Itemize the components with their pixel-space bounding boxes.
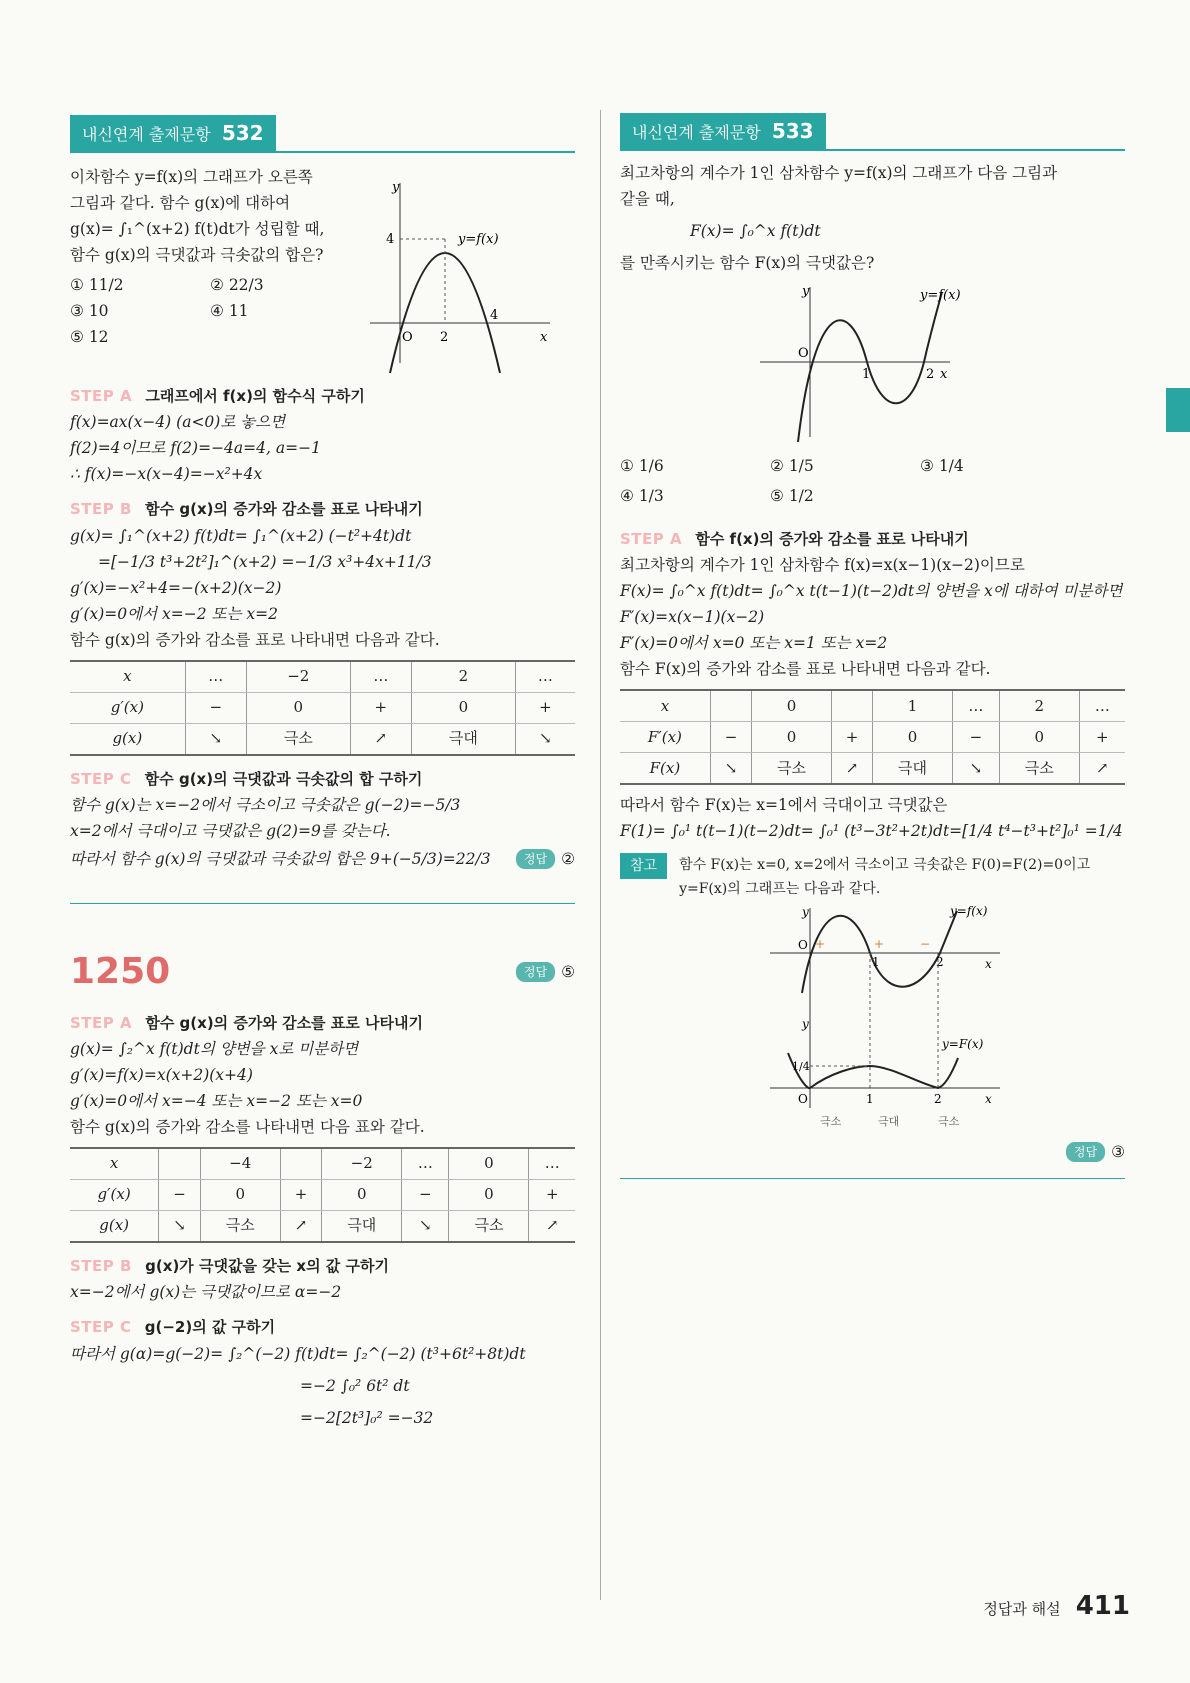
answer-badge: 정답 [516, 962, 555, 983]
table-cell: 0 [873, 722, 953, 753]
table-cell: ↘ [402, 1211, 449, 1243]
table-cell: g′(x) [70, 692, 185, 723]
table-cell: 0 [449, 1148, 529, 1180]
table-cell: g′(x) [70, 1180, 159, 1211]
solution-line: g′(x)=0에서 x=−4 또는 x=−2 또는 x=0 [70, 1092, 363, 1110]
annotation-label: 극소 [938, 1114, 960, 1128]
step-a-533 [620, 528, 1125, 551]
page-number: 411 [1075, 1591, 1130, 1621]
table-cell: 극소 [200, 1211, 280, 1243]
table-row [70, 1180, 575, 1211]
curve-label: y=f(x) [950, 903, 988, 918]
tick-label: 4 [386, 232, 395, 247]
curve-label: y=f(x) [920, 288, 961, 304]
table-cell: ↗ [529, 1211, 575, 1243]
header-label: 내신연계 출제문항 [82, 125, 211, 144]
step-b-1250 [70, 1255, 575, 1278]
answer-533 [620, 1140, 1125, 1164]
solution-line: x=2에서 극대이고 극댓값은 g(2)=9를 갖는다. [70, 821, 391, 840]
origin-label: O [798, 1091, 808, 1106]
tick-label: 1 [862, 367, 871, 383]
note-line: y=F(x)의 그래프는 다음과 같다. [679, 881, 881, 898]
table-cell: ↗ [1079, 753, 1125, 785]
table-cell: 0 [752, 690, 832, 722]
table-cell: + [831, 722, 872, 753]
variation-table-532 [70, 660, 575, 756]
column-divider [600, 110, 601, 1600]
answer-value: ③ [1111, 1142, 1125, 1161]
table-cell: 0 [999, 722, 1079, 753]
question-line: 이차함수 y=f(x)의 그래프가 오른쪽 [70, 168, 313, 186]
table-cell: x [70, 1148, 159, 1180]
solution-line: g(x)= ∫₂^x f(t)dt의 양변을 x로 미분하면 [70, 1039, 359, 1058]
note-533 [620, 853, 1125, 902]
x-label: x [985, 1091, 992, 1106]
question-line: 그림과 같다. 함수 g(x)에 대하여 [70, 194, 291, 213]
note-line: 함수 F(x)는 x=0, x=2에서 극소이고 극솟값은 F(0)=F(2)=0이고 [679, 857, 1091, 874]
table-cell: + [1079, 722, 1125, 753]
answer-value: ⑤ [561, 962, 575, 981]
table-cell: 0 [246, 692, 350, 723]
right-column [620, 113, 1125, 1179]
choice[interactable]: ④ 1/3 [620, 487, 664, 506]
y-label: y [392, 180, 400, 195]
step-a-532 [70, 385, 575, 408]
y-label: y [802, 284, 810, 300]
tick-label: 2 [934, 1091, 942, 1106]
sign-label: − [920, 936, 931, 951]
table-cell: 0 [200, 1180, 280, 1211]
problem-532-body [70, 163, 575, 373]
table-cell: − [402, 1180, 449, 1211]
table-cell: … [185, 661, 246, 693]
y-label: y [802, 1016, 809, 1031]
table-cell: 극소 [752, 753, 832, 785]
choice[interactable]: ① 11/2 [70, 276, 124, 295]
question-line: g(x)= ∫₁^(x+2) f(t)dt가 성립할 때, [70, 220, 325, 239]
cubic-curve [802, 911, 957, 993]
choice[interactable]: ② 22/3 [210, 276, 264, 295]
note-tag: 참고 [620, 853, 667, 879]
step-a-1250 [70, 1012, 575, 1035]
problem-number: 1250 [70, 950, 171, 992]
table-cell: + [515, 692, 575, 723]
tick-label: 1/4 [792, 1059, 810, 1073]
solution-line: f(x)=ax(x−4) (a<0)로 놓으면 [70, 413, 286, 432]
question-line: 최고차항의 계수가 1인 삼차함수 y=f(x)의 그래프가 다음 그림과 [620, 164, 1058, 182]
solution-line: F′(x)=x(x−1)(x−2) [620, 608, 765, 627]
solution-line: F(x)= ∫₀^x f(t)dt= ∫₀^x t(t−1)(t−2)dt의 양변을 x에 대하여 미분하면 [620, 582, 1123, 601]
table-cell: + [350, 692, 411, 723]
question-line: F(x)= ∫₀^x f(t)dt [690, 222, 821, 241]
x-label: x [940, 367, 948, 383]
step-tag: STEP B [70, 500, 132, 519]
step-tag: STEP C [70, 769, 132, 788]
side-tab-marker [1166, 388, 1190, 432]
choice[interactable]: ① 1/6 [620, 457, 664, 476]
choices [70, 273, 360, 349]
table-cell: 0 [322, 1180, 402, 1211]
sign-label: + [874, 936, 885, 951]
sign-label: + [815, 936, 826, 951]
graph-533-note [620, 903, 1125, 1133]
integral-curve [788, 1053, 958, 1088]
tick-label: 2 [936, 954, 944, 969]
table-cell: 극소 [449, 1211, 529, 1243]
step-tag: STEP A [70, 1013, 133, 1032]
problem-number: 533 [771, 119, 814, 143]
solution-line: g′(x)=f(x)=x(x+2)(x+4) [70, 1065, 253, 1084]
answer-badge: 정답 [1066, 1142, 1105, 1163]
table-cell: + [280, 1180, 321, 1211]
table-cell: ↘ [952, 753, 999, 785]
tick-label: 2 [440, 330, 449, 345]
answer-value: ② [561, 849, 575, 868]
table-row [620, 690, 1125, 722]
table-cell: − [710, 722, 751, 753]
solution-line: 최고차항의 계수가 1인 삼차함수 f(x)=x(x−1)(x−2)이므로 [620, 556, 1025, 575]
left-column [70, 115, 575, 1432]
step-c-1250 [70, 1316, 575, 1339]
problem-532-question [70, 163, 360, 373]
section-separator [620, 1178, 1125, 1179]
problem-532-header [70, 115, 575, 153]
answer-badge: 정답 [516, 849, 555, 870]
question-line: 같을 때, [620, 190, 675, 209]
table-cell: 1 [873, 690, 953, 722]
step-title: g(−2)의 값 구하기 [144, 1318, 276, 1337]
curve-label: y=F(x) [942, 1036, 984, 1051]
table-cell: F(x) [620, 753, 710, 785]
step-title: g(x)가 극댓값을 갖는 x의 값 구하기 [145, 1257, 389, 1276]
solution-line: 따라서 함수 F(x)는 x=1에서 극대이고 극댓값은 [620, 796, 948, 815]
choice[interactable]: ⑤ 12 [70, 328, 109, 347]
header-label: 내신연계 출제문항 [632, 123, 761, 142]
tick-label: 2 [926, 367, 935, 383]
choices-533 [620, 454, 1125, 508]
solution-line: 함수 g(x)의 증가와 감소를 나타내면 다음 표와 같다. [70, 1118, 425, 1137]
table-cell: … [529, 1148, 575, 1180]
table-cell: − [185, 692, 246, 723]
solution-line: F′(x)=0에서 x=0 또는 x=1 또는 x=2 [620, 634, 888, 653]
table-row [70, 692, 575, 723]
table-row [70, 1148, 575, 1180]
table-cell: F′(x) [620, 722, 710, 753]
table-cell: 2 [999, 690, 1079, 722]
graph-532 [360, 163, 560, 373]
table-cell: −2 [246, 661, 350, 693]
step-title: 함수 g(x)의 증가와 감소를 표로 나타내기 [145, 1013, 423, 1032]
step-tag: STEP A [70, 387, 133, 405]
choice[interactable]: ② 1/5 [770, 457, 814, 476]
table-cell [831, 690, 872, 722]
solution-line: F(1)= ∫₀¹ t(t−1)(t−2)dt= ∫₀¹ (t³−3t²+2t)dt=[1/4 t⁴−t³+t²]₀¹ =1/4 [620, 822, 1123, 841]
table-cell: … [1079, 690, 1125, 722]
table-cell: 극대 [322, 1211, 402, 1243]
curve-label: y=f(x) [458, 232, 499, 247]
table-cell: 극소 [246, 723, 350, 755]
step-tag: STEP A [620, 530, 683, 549]
note-text [679, 853, 1090, 902]
solution-line: =−2 ∫₀² 6t² dt [300, 1376, 410, 1395]
table-cell: ↘ [515, 723, 575, 755]
table-cell: ↘ [185, 723, 246, 755]
problem-number: 532 [221, 121, 264, 145]
problem-533-tag [620, 113, 826, 149]
graph-533 [620, 277, 1125, 447]
solution-line: 함수 g(x)는 x=−2에서 극소이고 극솟값은 g(−2)=−5/3 [70, 795, 461, 814]
table-cell: … [402, 1148, 449, 1180]
origin-label: O [402, 330, 413, 345]
table-cell: x [620, 690, 710, 722]
table-cell: ↘ [159, 1211, 200, 1243]
table-cell: 극대 [411, 723, 515, 755]
solution-line: 함수 F(x)의 증가와 감소를 표로 나타내면 다음과 같다. [620, 660, 991, 679]
solution-line: f(2)=4이므로 f(2)=−4a=4, a=−1 [70, 439, 321, 458]
table-cell: 극대 [873, 753, 953, 785]
table-cell: x [70, 661, 185, 693]
step-title: 함수 g(x)의 증가와 감소를 표로 나타내기 [145, 500, 423, 519]
step-title: 함수 g(x)의 극댓값과 극솟값의 합 구하기 [144, 769, 423, 788]
answer-532 [516, 847, 575, 871]
solution-line: g(x)= ∫₁^(x+2) f(t)dt= ∫₁^(x+2) (−t²+4t)dt [70, 526, 412, 545]
table-cell: ↗ [831, 753, 872, 785]
variation-table-1250 [70, 1147, 575, 1243]
table-cell: + [529, 1180, 575, 1211]
solution-line: ∴ f(x)=−x(x−4)=−x²+4x [70, 465, 263, 484]
answer-533-wrap [1066, 1140, 1125, 1164]
page-footer [983, 1591, 1130, 1621]
choice[interactable]: ⑤ 1/2 [770, 487, 814, 506]
table-cell [280, 1148, 321, 1180]
table-cell: g(x) [70, 723, 185, 755]
table-cell: g(x) [70, 1211, 159, 1243]
table-cell: 0 [449, 1180, 529, 1211]
table-cell: 극소 [999, 753, 1079, 785]
table-cell: ↗ [350, 723, 411, 755]
annotation-label: 극대 [878, 1114, 900, 1128]
step-b-532 [70, 498, 575, 521]
table-cell: − [159, 1180, 200, 1211]
question-line: 를 만족시키는 함수 F(x)의 극댓값은? [620, 254, 875, 273]
choice[interactable]: ③ 10 [70, 302, 109, 321]
table-cell: … [515, 661, 575, 693]
table-cell: … [350, 661, 411, 693]
tick-label: 4 [490, 308, 499, 323]
x-label: x [985, 956, 992, 971]
table-row [70, 1211, 575, 1243]
solution-line: x=−2에서 g(x)는 극댓값이므로 α=−2 [70, 1283, 342, 1302]
problem-1250-header [70, 944, 575, 1000]
table-cell: 0 [411, 692, 515, 723]
table-cell: ↗ [280, 1211, 321, 1243]
table-cell: … [952, 690, 999, 722]
table-row [620, 722, 1125, 753]
solution-line: =−2[2t³]₀² =−32 [300, 1408, 434, 1427]
table-cell: ↘ [710, 753, 751, 785]
choice[interactable]: ③ 1/4 [920, 457, 964, 476]
solution-line: =[−1/3 t³+2t²]₁^(x+2) =−1/3 x³+4x+11/3 [98, 552, 432, 571]
origin-label: O [798, 937, 808, 952]
table-row [620, 753, 1125, 785]
footer-label: 정답과 해설 [983, 1600, 1061, 1618]
variation-table-533 [620, 689, 1125, 785]
solution-line: 따라서 g(α)=g(−2)= ∫₂^(−2) f(t)dt= ∫₂^(−2) (t³+6t²+8t)dt [70, 1344, 526, 1363]
answer-1250 [516, 960, 575, 984]
step-tag: STEP B [70, 1257, 132, 1276]
step-title: 함수 f(x)의 증가와 감소를 표로 나타내기 [695, 530, 969, 549]
answer-row-532 [70, 845, 575, 873]
question-line: 함수 g(x)의 극댓값과 극솟값의 합은? [70, 246, 324, 265]
table-cell [159, 1148, 200, 1180]
table-cell: − [952, 722, 999, 753]
section-separator [70, 903, 575, 904]
table-cell: 0 [752, 722, 832, 753]
step-c-532 [70, 768, 575, 791]
x-label: x [540, 330, 548, 345]
solution-line: 함수 g(x)의 증가와 감소를 표로 나타내면 다음과 같다. [70, 630, 440, 649]
solution-line: 따라서 함수 g(x)의 극댓값과 극솟값의 합은 9+(−5/3)=22/3 [70, 849, 491, 868]
table-cell: 2 [411, 661, 515, 693]
solution-line: g′(x)=0에서 x=−2 또는 x=2 [70, 604, 278, 623]
tick-label: 1 [866, 1091, 874, 1106]
solution-line: g′(x)=−x²+4=−(x+2)(x−2) [70, 578, 282, 597]
table-cell: −2 [322, 1148, 402, 1180]
table-row [70, 723, 575, 755]
table-cell [710, 690, 751, 722]
problem-532-tag [70, 115, 276, 151]
annotation-label: 극소 [820, 1114, 842, 1128]
problem-533-header [620, 113, 1125, 151]
step-tag: STEP C [70, 1318, 132, 1337]
y-label: y [802, 904, 809, 919]
step-title: 그래프에서 f(x)의 함수식 구하기 [145, 387, 365, 405]
tick-label: 1 [872, 954, 880, 969]
choice[interactable]: ④ 11 [210, 302, 249, 321]
table-row [70, 661, 575, 693]
origin-label: O [798, 346, 809, 362]
table-cell: −4 [200, 1148, 280, 1180]
